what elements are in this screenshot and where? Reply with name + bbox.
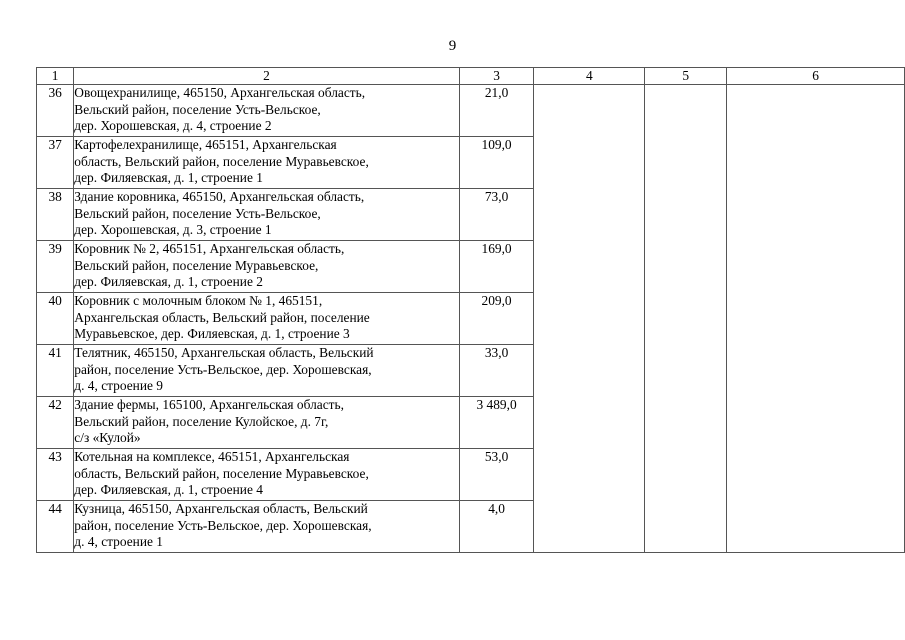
description-line: область, Вельский район, поселение Муравьевское, xyxy=(74,465,369,481)
object-description xyxy=(74,189,459,241)
row-number: 41 xyxy=(37,345,74,397)
page-number: 9 xyxy=(448,38,457,54)
property-table xyxy=(36,67,905,553)
object-description xyxy=(74,293,459,345)
description-line: Вельский район, поселение Усть-Вельское, xyxy=(74,205,321,221)
description-line: область, Вельский район, поселение Муравьевское, xyxy=(74,153,369,169)
object-description xyxy=(74,85,459,137)
row-number: 42 xyxy=(37,397,74,449)
description-line: д. 4, строение 9 xyxy=(74,378,163,393)
object-description xyxy=(74,241,459,293)
area-value: 209,0 xyxy=(459,293,534,345)
description-line: дер. Филяевская, д. 1, строение 2 xyxy=(74,274,263,289)
header-cell-4: 4 xyxy=(534,68,645,85)
description-line: Архангельская область, Вельский район, поселение xyxy=(74,309,370,325)
description-line: Здание фермы, 165100, Архангельская область, xyxy=(74,397,344,412)
description-line: дер. Филяевская, д. 1, строение 4 xyxy=(74,482,263,497)
row-number: 37 xyxy=(37,137,74,189)
description-line: Овощехранилище, 465150, Архангельская область, xyxy=(74,85,366,100)
table-row xyxy=(37,85,905,137)
description-line: дер. Хорошевская, д. 3, строение 1 xyxy=(74,222,272,237)
object-description xyxy=(74,397,459,449)
description-line: Вельский район, поселение Муравьевское, xyxy=(74,257,319,273)
description-line: Муравьевское, дер. Филяевская, д. 1, строение 3 xyxy=(74,326,350,341)
row-number: 44 xyxy=(37,501,74,553)
description-line: с/з «Кулой» xyxy=(74,430,141,445)
area-value: 169,0 xyxy=(459,241,534,293)
object-description xyxy=(74,501,459,553)
column-4-cell xyxy=(534,85,645,553)
description-line: Вельский район, поселение Усть-Вельское, xyxy=(74,101,321,117)
area-value: 3 489,0 xyxy=(459,397,534,449)
area-value: 33,0 xyxy=(459,345,534,397)
column-5-cell xyxy=(645,85,727,553)
area-value: 53,0 xyxy=(459,449,534,501)
description-line: район, поселение Усть-Вельское, дер. Хорошевская, xyxy=(74,361,372,377)
description-line: Коровник с молочным блоком № 1, 465151, xyxy=(74,293,323,308)
header-cell-6: 6 xyxy=(727,68,905,85)
row-number: 36 xyxy=(37,85,74,137)
description-line: Телятник, 465150, Архангельская область, Вельский xyxy=(74,345,374,360)
description-line: д. 4, строение 1 xyxy=(74,534,163,549)
row-number: 43 xyxy=(37,449,74,501)
header-cell-5: 5 xyxy=(645,68,727,85)
object-description xyxy=(74,449,459,501)
object-description xyxy=(74,345,459,397)
description-line: район, поселение Усть-Вельское, дер. Хорошевская, xyxy=(74,517,372,533)
header-cell-1: 1 xyxy=(37,68,74,85)
row-number: 40 xyxy=(37,293,74,345)
column-6-cell xyxy=(727,85,905,553)
header-cell-3: 3 xyxy=(459,68,534,85)
row-number: 39 xyxy=(37,241,74,293)
description-line: Кузница, 465150, Архангельская область, Вельский xyxy=(74,501,368,516)
description-line: дер. Хорошевская, д. 4, строение 2 xyxy=(74,118,272,133)
description-line: Вельский район, поселение Кулойское, д. 7г, xyxy=(74,413,329,429)
area-value: 109,0 xyxy=(459,137,534,189)
description-line: Коровник № 2, 465151, Архангельская область, xyxy=(74,241,345,256)
description-line: дер. Филяевская, д. 1, строение 1 xyxy=(74,170,263,185)
object-description xyxy=(74,137,459,189)
area-value: 73,0 xyxy=(459,189,534,241)
description-line: Картофелехранилище, 465151, Архангельская xyxy=(74,137,337,152)
row-number: 38 xyxy=(37,189,74,241)
area-value: 21,0 xyxy=(459,85,534,137)
header-cell-2: 2 xyxy=(74,68,459,85)
description-line: Здание коровника, 465150, Архангельская область, xyxy=(74,189,365,204)
description-line: Котельная на комплексе, 465151, Архангельская xyxy=(74,449,350,464)
area-value: 4,0 xyxy=(459,501,534,553)
header-row xyxy=(37,68,905,85)
